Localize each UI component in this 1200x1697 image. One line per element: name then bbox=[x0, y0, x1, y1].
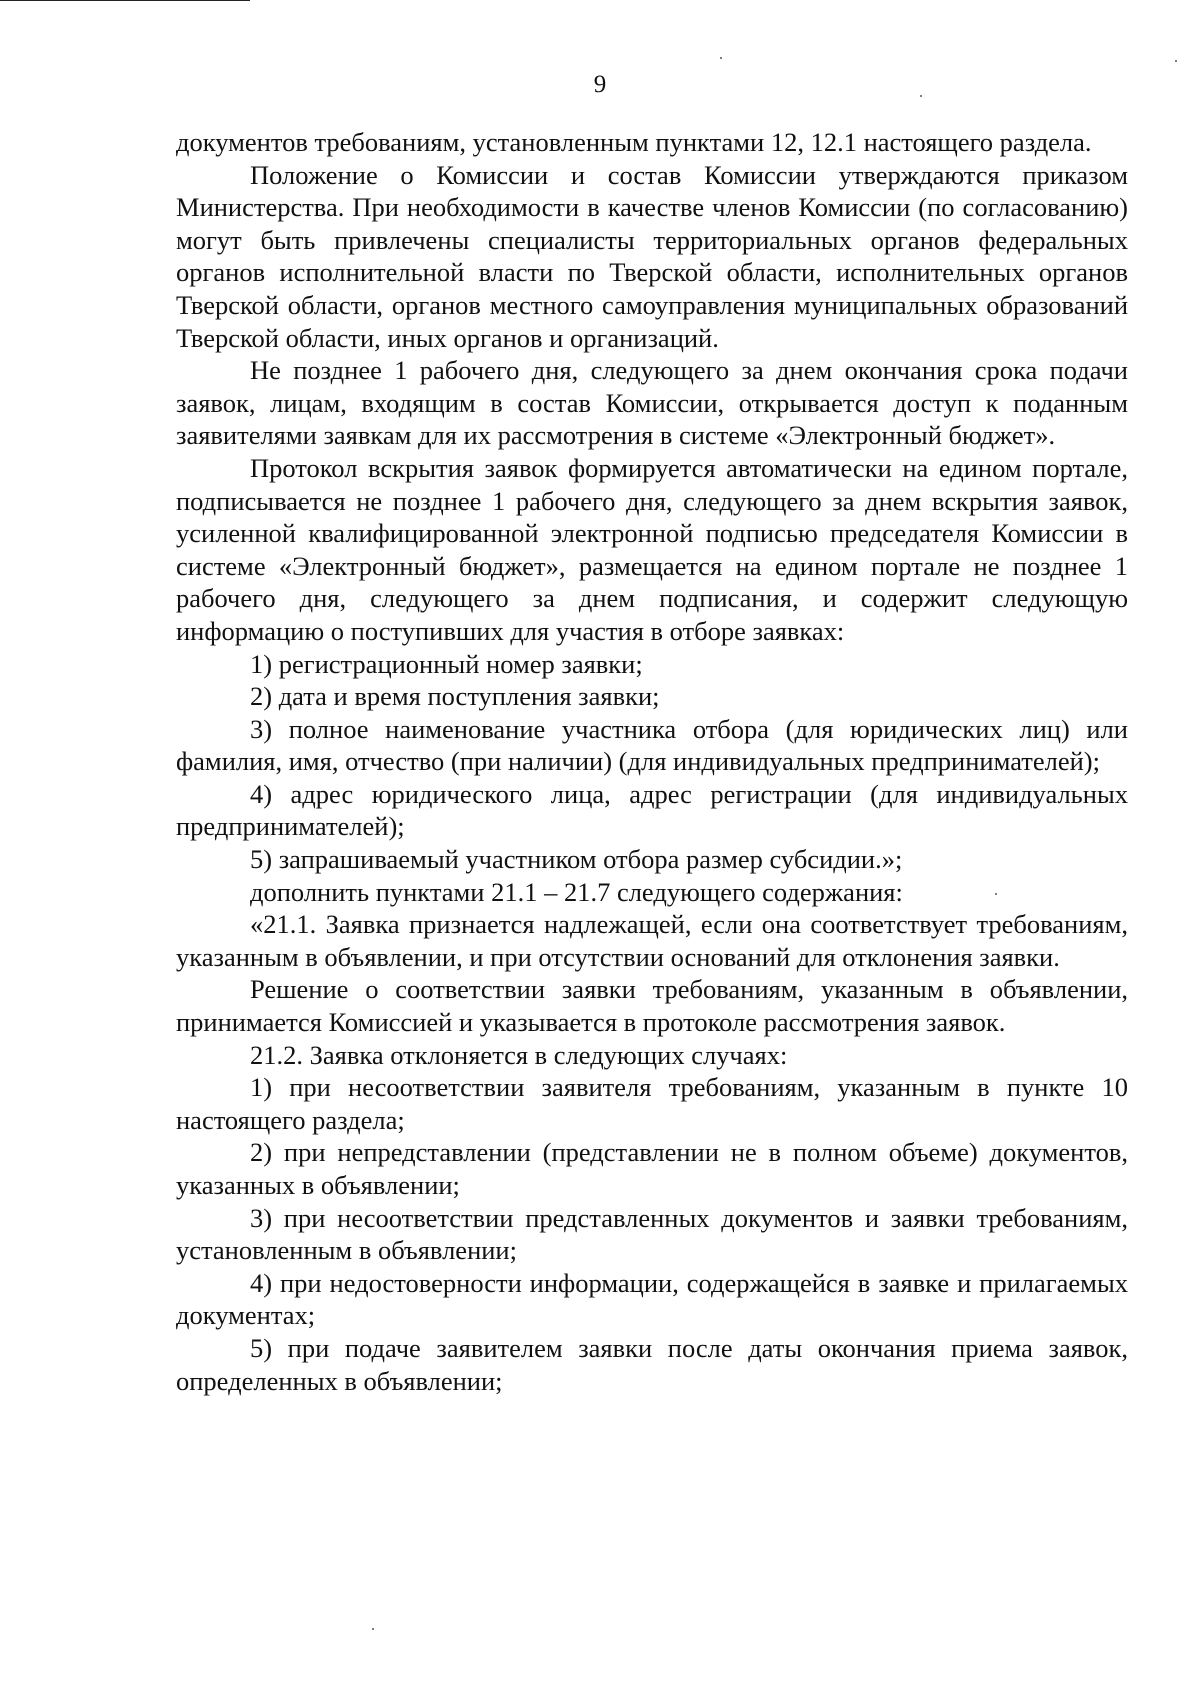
page-number: 9 bbox=[593, 71, 607, 98]
paragraph: Решение о соответствии заявки требованиям, указанным в объявлении, принимается Комиссией и указывается в протоколе рассмотрения заявок. bbox=[176, 974, 1128, 1038]
paragraph: Не позднее 1 рабочего дня, следующего за днем окончания срока подачи заявок, лицам, входящим в состав Комиссии, открывается доступ к поданным заявителями заявкам для их рассмотрения в системе «Электронный бюджет». bbox=[176, 355, 1128, 451]
paragraph: Протокол вскрытия заявок формируется автоматически на едином портале, подписывается не позднее 1 рабочего дня, следующего за днем вскрытия заявок, усиленной квалифицированной электронной подписью председателя Комиссии в системе «Электронный бюджет», размещается на едином портале не позднее 1 рабочего дня, следующего за днем подписания, и содержит следующую информацию о поступивших для участия в отборе заявках: bbox=[176, 452, 1128, 646]
scan-speck bbox=[372, 1628, 374, 1630]
scan-speck bbox=[720, 57, 722, 59]
scan-edge-line bbox=[0, 0, 250, 1]
paragraph: «21.1. Заявка признается надлежащей, если она соответствует требованиям, указанным в объявлении, и при отсутствии оснований для отклонения заявки. bbox=[176, 909, 1128, 972]
list-item: 3) полное наименование участника отбора (для юридических лиц) или фамилия, имя, отчество (при наличии) (для индивидуальных предпринимателей); bbox=[176, 713, 1128, 777]
list-item: 5) при подаче заявителем заявки после даты окончания приема заявок, определенных в объявлении; bbox=[176, 1332, 1128, 1396]
list-item: 4) при недостоверности информации, содержащейся в заявке и прилагаемых документах; bbox=[176, 1267, 1128, 1331]
paragraph: 21.2. Заявка отклоняется в следующих случаях: bbox=[250, 1039, 788, 1070]
list-item: 3) при несоответствии представленных документов и заявки требованиям, установленным в объявлении; bbox=[176, 1202, 1128, 1266]
paragraph: дополнить пунктами 21.1 – 21.7 следующего содержания: bbox=[250, 876, 903, 907]
paragraph: Положение о Комиссии и состав Комиссии утверждаются приказом Министерства. При необходимости в качестве членов Комиссии (по согласованию) могут быть привлечены специалисты территориальных органов федеральных органов исполнительной власти по Тверской области, исполнительных органов Тверской области, органов местного самоуправления муниципальных образований Тверской области, иных органов и организаций. bbox=[176, 159, 1128, 353]
list-item: 1) регистрационный номер заявки; bbox=[250, 648, 643, 679]
list-item: 2) дата и время поступления заявки; bbox=[250, 681, 660, 712]
list-item: 5) запрашиваемый участником отбора размер субсидии.»; bbox=[250, 844, 903, 875]
scan-speck bbox=[1175, 60, 1177, 62]
document-body bbox=[176, 126, 1128, 1397]
list-item: 4) адрес юридического лица, адрес регистрации (для индивидуальных предпринимателей); bbox=[176, 778, 1128, 842]
list-item: 1) при несоответствии заявителя требованиям, указанным в пункте 10 настоящего раздела; bbox=[176, 1072, 1128, 1135]
paragraph: документов требованиям, установленным пунктами 12, 12.1 настоящего раздела. bbox=[176, 127, 1092, 157]
list-item: 2) при непредставлении (представлении не в полном объеме) документов, указанных в объявлении; bbox=[176, 1137, 1128, 1200]
